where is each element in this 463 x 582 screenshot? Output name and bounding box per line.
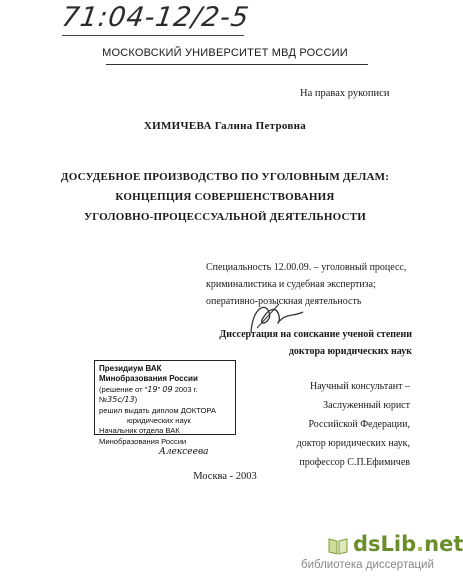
degree-block	[0, 326, 412, 360]
stamp-issuer: Президиум ВАК Минобразования России	[99, 364, 198, 384]
stamp-official: Начальник отдела ВАК Минобразования России	[99, 426, 187, 446]
specialty-line: Специальность 12.00.09. – уголовный процесс,	[206, 262, 407, 273]
advisor-line: доктор юридических наук,	[296, 438, 410, 449]
degree-line: Диссертация на соискание ученой степени	[219, 329, 412, 340]
handwritten-underline	[62, 35, 244, 36]
specialty-line: оперативно-розыскная деятельность	[206, 296, 362, 307]
stamp-degree: юридических наук	[127, 416, 191, 426]
dissertation-title	[0, 167, 450, 227]
handwritten-catalog-code: 71:04-12/2-5	[59, 2, 252, 33]
dslib-watermark[interactable]	[293, 532, 463, 582]
stamp-signature: Алексеева	[159, 447, 209, 458]
university-name: МОСКОВСКИЙ УНИВЕРСИТЕТ МВД РОССИИ	[102, 47, 348, 59]
city-year: Москва - 2003	[193, 471, 257, 482]
advisor-line: Научный консультант –	[310, 381, 410, 392]
specialty-line: криминалистика и судебная экспертиза;	[206, 279, 376, 290]
degree-line: доктора юридических наук	[288, 346, 412, 357]
advisor-line: Заслуженный юрист	[323, 400, 410, 411]
advisor-line: Российской Федерации,	[308, 419, 410, 430]
stamp-day: 19	[147, 384, 158, 394]
stamp-decision-line: (решение от "19" 09 2003 г. №35с/13)	[99, 384, 198, 405]
advisor-block	[0, 377, 410, 472]
title-line: УГОЛОВНО-ПРОЦЕССУАЛЬНОЙ ДЕЯТЕЛЬНОСТИ	[83, 211, 366, 223]
stamp-number: 35с/13	[107, 395, 135, 405]
author-name: ХИМИЧЕВА Галина Петровна	[143, 120, 307, 132]
manuscript-note: На правах рукописи	[300, 88, 390, 99]
watermark-logo: dsLib.net	[353, 532, 463, 556]
book-icon	[327, 536, 349, 556]
university-divider	[106, 64, 368, 65]
stamp-month: 09	[162, 384, 173, 394]
stamp-decision: решил выдать диплом ДОКТОРА	[99, 405, 216, 415]
title-line: ДОСУДЕБНОЕ ПРОИЗВОДСТВО ПО УГОЛОВНЫМ ДЕЛАМ:	[60, 171, 390, 183]
advisor-line: профессор С.П.Ефимичев	[299, 457, 410, 468]
watermark-subtitle: библиотека диссертаций	[301, 559, 434, 571]
title-line: КОНЦЕПЦИЯ СОВЕРШЕНСТВОВАНИЯ	[115, 191, 335, 203]
